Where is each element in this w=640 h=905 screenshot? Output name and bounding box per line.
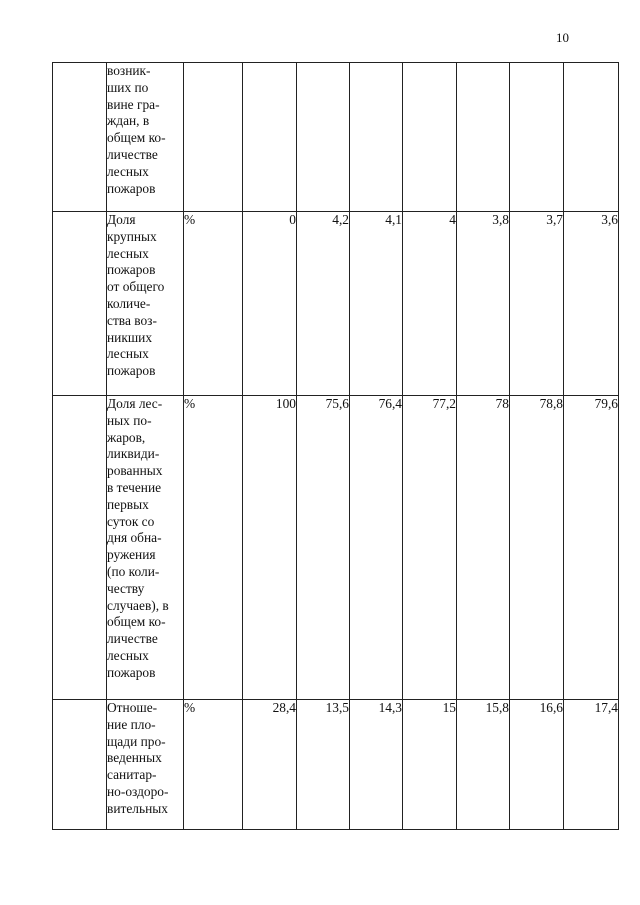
value-cell: 13,5 (297, 700, 350, 830)
value-cell: 4,1 (350, 212, 403, 396)
value-cell (297, 63, 350, 212)
value-cell: 3,6 (564, 212, 619, 396)
value-cell: 78,8 (510, 396, 564, 700)
value-cell: 4 (403, 212, 457, 396)
unit-cell (184, 63, 243, 212)
value-cell (457, 63, 510, 212)
value-cell: 3,7 (510, 212, 564, 396)
value-cell: 16,6 (510, 700, 564, 830)
page-number: 10 (556, 30, 569, 45)
row-number-cell (53, 212, 107, 396)
table-row (53, 700, 619, 830)
indicator-name-cell (107, 700, 184, 830)
value-cell (510, 63, 564, 212)
indicator-name-cell (107, 63, 184, 212)
unit-cell: % (184, 396, 243, 700)
indicator-name-cell (107, 212, 184, 396)
indicators-table (52, 62, 619, 830)
indicator-name: Отноше- ние пло- щади про- веденных санитар- но-оздоро- вительных (107, 700, 169, 816)
value-cell (403, 63, 457, 212)
table-row (53, 212, 619, 396)
value-cell: 79,6 (564, 396, 619, 700)
unit-cell: % (184, 212, 243, 396)
row-number-cell (53, 63, 107, 212)
table-row (53, 63, 619, 212)
value-cell: 28,4 (243, 700, 297, 830)
value-cell: 0 (243, 212, 297, 396)
value-cell: 76,4 (350, 396, 403, 700)
value-cell: 100 (243, 396, 297, 700)
value-cell: 4,2 (297, 212, 350, 396)
indicator-name-cell (107, 396, 184, 700)
table-row (53, 396, 619, 700)
value-cell: 75,6 (297, 396, 350, 700)
value-cell (350, 63, 403, 212)
unit-cell: % (184, 700, 243, 830)
indicator-name: возник- ших по вине гра- ждан, в общем ко- личестве лесных пожаров (107, 63, 166, 196)
value-cell: 15 (403, 700, 457, 830)
value-cell: 15,8 (457, 700, 510, 830)
value-cell: 17,4 (564, 700, 619, 830)
row-number-cell (53, 396, 107, 700)
value-cell: 3,8 (457, 212, 510, 396)
indicator-name: Доля лес- ных по- жаров, ликвиди- рованных в течение первых суток со дня обна- ружения (по коли- честву случаев), в общем ко- личестве лесных пожаров (107, 396, 169, 680)
value-cell: 14,3 (350, 700, 403, 830)
row-number-cell (53, 700, 107, 830)
value-cell (243, 63, 297, 212)
indicator-name: Доля крупных лесных пожаров от общего количе- ства воз- никших лесных пожаров (107, 212, 165, 379)
value-cell (564, 63, 619, 212)
value-cell: 77,2 (403, 396, 457, 700)
value-cell: 78 (457, 396, 510, 700)
